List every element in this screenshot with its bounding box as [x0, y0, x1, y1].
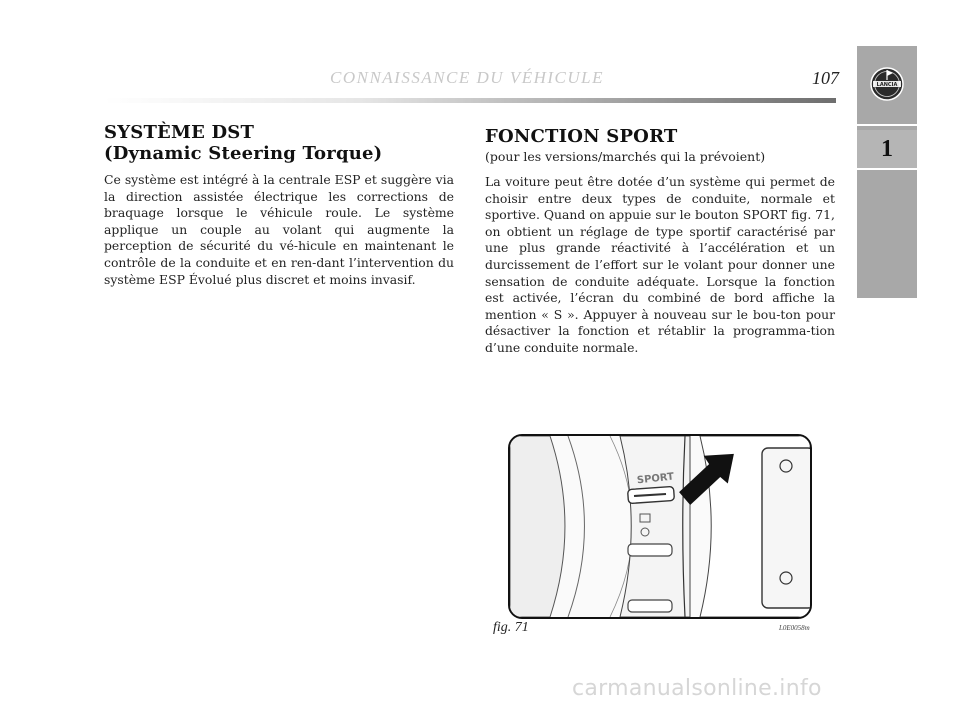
- figure-caption: fig. 71: [493, 620, 529, 635]
- dst-body: Ce système est intégré à la centrale ESP et suggère via la direction assistée électrique les corrections de braquage lorsque le véhicule roule. Le système applique un couple au volant qui augmente la perception de sécurité du vé-hicule en maintenant le contrôle de la conduite et en ren-dant l’intervention du système ESP Évolué plus discret et moins invasif.: [104, 172, 454, 287]
- sport-label-text: SPORT: [636, 471, 675, 487]
- chapter-number: 1: [857, 130, 917, 170]
- lower-button-1: [628, 544, 672, 556]
- brand-logo-box: [857, 46, 917, 126]
- sport-subtitle: (pour les versions/marchés qui la prévoient): [485, 149, 766, 164]
- figure-code: L0E0058m: [779, 624, 810, 632]
- sport-title: FONCTION SPORT: [485, 126, 678, 147]
- figure-71-illustration: [508, 434, 812, 619]
- lower-button-2: [628, 600, 672, 612]
- dst-title-line2: (Dynamic Steering Torque): [104, 143, 383, 164]
- header-rule: [104, 98, 836, 103]
- dst-title-line1: SYSTÈME DST: [104, 122, 255, 143]
- dst-section: [104, 122, 454, 288]
- watermark: carmanualsonline.info: [572, 676, 822, 701]
- sport-section: [485, 126, 835, 357]
- sport-button-drawing: [510, 436, 810, 617]
- lancia-logo-icon: [869, 64, 905, 102]
- page-number: 107: [812, 68, 839, 88]
- logo-wordmark: LANCIA: [876, 82, 898, 88]
- chapter-side-tab: [857, 46, 917, 298]
- sport-body: La voiture peut être dotée d’un système qui permet de choisir entre deux types de conduite, normale et sportive. Quand on appuie sur le bouton SPORT fig. 71, on obtient un réglage de type sportif caractérisé par une plus grande réactivité à l’accélération et un durcissement de l’effort sur le volant pour donner une sensation de conduite adéquate. Lorsque la fonction est activée, l’écran du combiné de bord affiche la mention « S ». Appuyer à nouveau sur le bou-ton pour désactiver la fonction et rétablir la programma-tion d’une conduite normale.: [485, 174, 835, 355]
- header-title: CONNAISSANCE DU VÉHICULE: [330, 68, 604, 87]
